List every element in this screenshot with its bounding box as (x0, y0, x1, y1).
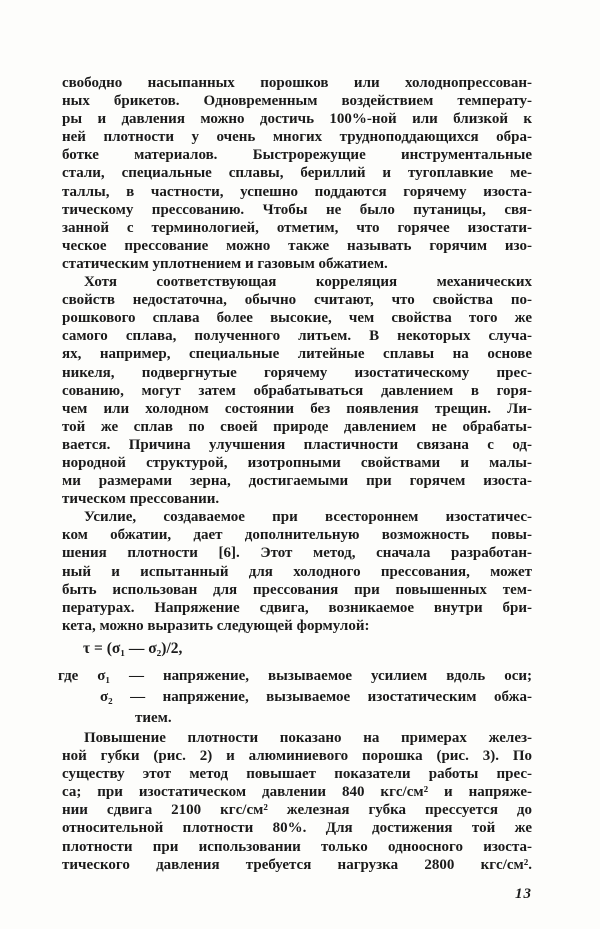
text-line: Хотя соответствующая корреляция механических (84, 274, 532, 291)
paragraph (62, 508, 532, 635)
text-line: плотности при использовании только одноосного изоста- (62, 838, 532, 855)
formula-definition-line: σ₂ — напряжение, вызываемое изостатическим обжа- (100, 689, 532, 705)
text-line: тическом прессовании. (62, 491, 220, 508)
text-line: относительной плотности 80%. Для достижения той же (62, 820, 532, 837)
paragraph (62, 273, 532, 508)
text-line: нии сдвига 2100 кгс/см² железная губка прессуется до (62, 802, 532, 819)
text-line: вается. Причина улучшения пластичности связана с од- (62, 436, 532, 453)
text-line: сованию, могут затем обрабатываться давлением в горя- (62, 382, 532, 399)
text-line: стали, специальные сплавы, бериллий и тугоплавкие ме- (62, 165, 532, 182)
text-line: занной с терминологией, отметим, что горячее изостати- (62, 219, 532, 236)
page-number: 13 (515, 886, 532, 902)
text-line: ный и испытанный для холодного прессования, может (62, 563, 532, 580)
text-line: Повышение плотности показано на примерах желез- (84, 730, 532, 746)
text-line: чем или холодном состоянии без появления трещин. Ли- (62, 400, 532, 417)
text-line: шения плотности [6]. Этот метод, сначала разработан- (62, 545, 532, 562)
text-line: тического давления требуется нагрузка 2800 кгс/см². (62, 856, 532, 873)
formula-definition-line: тием. (135, 710, 172, 726)
text-line: са; при изостатическом давлении 840 кгс/см² и напряже- (62, 784, 532, 801)
text-line: статическим уплотнением и газовым обжатием. (62, 255, 388, 272)
text-line: той же сплав по своей природе давлением не обрабаты- (62, 418, 532, 435)
formula-line: τ = (σ₁ — σ₂)/2, (83, 639, 183, 657)
text-line: самого сплава, полученного литьем. В некоторых случа- (62, 328, 532, 345)
text-line: ях, например, специальные литейные сплавы на основе (62, 346, 532, 363)
text-line: ной губки (рис. 2) и алюминиевого порошка (рис. 3). По (62, 748, 532, 765)
text-line: пературах. Напряжение сдвига, возникаемое внутри бри- (62, 599, 532, 616)
text-line: ней плотности у очень многих трудноподдающихся обра- (62, 129, 532, 146)
text-line: тическому прессованию. Чтобы не было путаницы, свя- (62, 201, 532, 218)
text-line: ных брикетов. Одновременным воздействием температу- (62, 93, 532, 110)
text-line: нородной структурой, изотропными свойствами и малы- (62, 454, 532, 471)
paragraph (62, 74, 532, 273)
text-line: Усилие, создаваемое при всестороннем изостатичес- (84, 509, 532, 526)
text-line: ры и давления можно достичь 100%-ной или близкой к (62, 111, 532, 128)
text-line: быть использован для прессования при повышенных тем- (62, 581, 532, 598)
text-line: кета, можно выразить следующей формулой: (62, 617, 370, 634)
text-line: никеля, подвергнутые горячему изостатическому прес- (62, 364, 532, 381)
text-line: ческое прессование можно также называть горячим изо- (62, 237, 532, 254)
text-line: таллы, в частности, успешно поддаются горячему изоста- (62, 183, 532, 200)
page-text-block (58, 74, 532, 874)
text-line: рошкового сплава более высокие, чем свойства того же (62, 310, 532, 327)
text-line: свободно насыпанных порошков или холоднопрессован- (62, 75, 532, 91)
text-line: существу этот метод повышает показатели работы прес- (62, 766, 532, 783)
text-line: ботке материалов. Быстрорежущие инструментальные (62, 147, 532, 164)
paragraph (62, 729, 532, 874)
text-line: ком обжатии, дает дополнительную возможность повы- (62, 527, 532, 544)
formula-definition-line: где σ₁ — напряжение, вызываемое усилием вдоль оси; (58, 668, 532, 684)
text-line: свойств недостаточна, обычно считают, что свойства по- (62, 292, 532, 309)
text-line: ми размерами зерна, достигаемыми при горячем изоста- (62, 473, 532, 490)
